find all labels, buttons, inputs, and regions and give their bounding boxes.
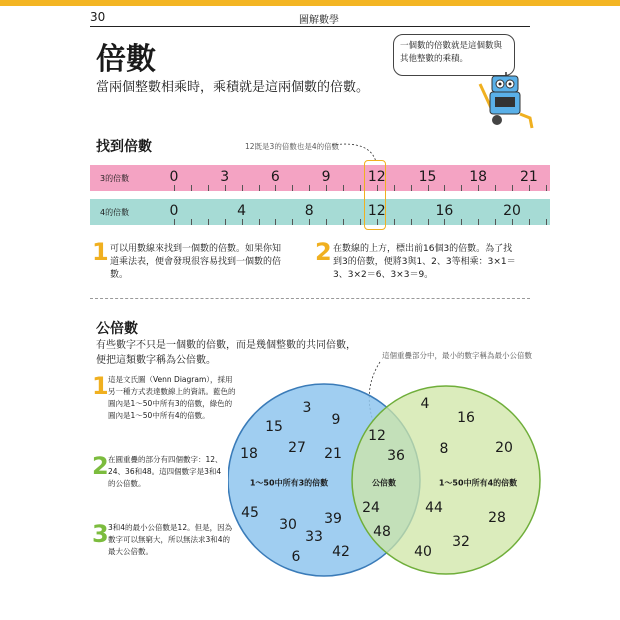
number-line-4-tick: [174, 219, 175, 225]
number-line-3-tick: [259, 185, 260, 191]
number-line-3-label: 3的倍數: [100, 174, 130, 183]
number-line-4-value: 20: [503, 203, 521, 219]
number-line-4-tick: [343, 219, 344, 225]
venn-number-3: 21: [324, 446, 342, 462]
venn-number-3: 9: [331, 412, 341, 428]
book-title: 圖解數學: [299, 15, 339, 26]
number-line-3-value: 0: [169, 169, 179, 185]
step-2-number: 2: [315, 238, 332, 266]
robot-icon: [470, 70, 540, 130]
step-1-text: 可以用數線來找到一個數的倍數。如果你知道乘法表，便會發現很容易找到一個數的倍數。: [110, 244, 282, 280]
multiples-of-4-circle: [352, 386, 540, 574]
number-line-3-tick: [394, 185, 395, 191]
venn-step-2-text: 在圓重疊的部分有四個數字：12、24、36和48。這四個數字是3和4的公倍數。: [108, 455, 223, 488]
number-line-3-tick: [411, 185, 412, 191]
intro-text: 當兩個整數相乘時，乘積就是這兩個數的倍數。: [96, 80, 370, 95]
step-1-number: 1: [92, 238, 109, 266]
venn-step-3-text: 3和4的最小公倍數是12。但是，因為數字可以無窮大，所以無法求3和4的最大公倍數。: [108, 523, 233, 556]
number-line-3-tick: [495, 185, 496, 191]
number-line-3-tick: [208, 185, 209, 191]
number-line-4-tick: [242, 219, 243, 225]
number-line-4-value: 12: [367, 203, 386, 219]
number-line-3-tick: [292, 185, 293, 191]
venn-number-3: 30: [279, 517, 297, 533]
number-line-4-tick: [292, 219, 293, 225]
number-line-3-tick: [343, 185, 344, 191]
number-line-4-value: 4: [237, 203, 247, 219]
number-line-3-tick: [326, 185, 327, 191]
number-line-4-tick: [529, 219, 530, 225]
venn-step-3-number: 3: [92, 520, 109, 548]
number-line-4-tick: [191, 219, 192, 225]
venn-step-2-number: 2: [92, 452, 109, 480]
venn-common-number: 48: [373, 524, 391, 540]
venn-step-1-text: 這是文氏圖（Venn Diagram），採用另一種方式表達數線上的資訊。藍色的圓內是1～50中所有3的倍數，綠色的圓內是1～50中所有4的倍數。: [108, 375, 236, 420]
find-multiples-heading: 找到倍數: [96, 139, 152, 155]
venn-number-3: 18: [240, 446, 258, 462]
number-line-3-tick: [275, 185, 276, 191]
venn-number-3: 6: [291, 549, 301, 565]
number-line-4-tick: [259, 219, 260, 225]
number-line-4-tick: [512, 219, 513, 225]
venn-number-3: 33: [305, 529, 323, 545]
number-line-4-tick: [546, 219, 547, 225]
number-line-3-value: 15: [418, 169, 437, 185]
number-line-3-tick: [174, 185, 175, 191]
number-line-3-tick: [478, 185, 479, 191]
step-2-text: 在數線的上方，標出前16個3的倍數。為了找到3的倍數，便將3與1、2、3等相乘：3×1＝3、3×2＝6、3×3＝9。: [333, 244, 516, 280]
number-line-3-tick: [225, 185, 226, 191]
number-line-3-value: 12: [367, 169, 386, 185]
number-line-3-tick: [444, 185, 445, 191]
number-line-3-value: 21: [519, 169, 538, 185]
number-line-4-tick: [478, 219, 479, 225]
venn-number-4: 28: [488, 510, 506, 526]
number-line-3-tick: [512, 185, 513, 191]
venn-number-3: 3: [302, 400, 312, 416]
number-line-4-tick: [326, 219, 327, 225]
number-line-4-value: 16: [435, 203, 454, 219]
venn-left-label: 1～50中所有3的倍數: [249, 478, 329, 488]
number-line-4-tick: [394, 219, 395, 225]
number-line-4-value: 8: [304, 203, 314, 219]
number-line-4-tick: [444, 219, 445, 225]
venn-number-4: 20: [495, 440, 513, 456]
venn-number-4: 16: [457, 410, 475, 426]
number-line-3-tick: [529, 185, 530, 191]
number-line-3-value: 18: [469, 169, 488, 185]
number-line-4: [90, 199, 550, 225]
venn-number-3: 15: [265, 419, 283, 435]
number-line-4-tick: [208, 219, 209, 225]
number-line-3-tick: [360, 185, 361, 191]
section-divider: [90, 298, 530, 299]
number-line-4-tick: [225, 219, 226, 225]
number-line-3-tick: [191, 185, 192, 191]
common-multiples-heading: 公倍數: [96, 321, 138, 337]
venn-common-number: 12: [368, 428, 386, 444]
venn-number-4: 40: [414, 544, 432, 560]
venn-right-label: 1～50中所有4的倍數: [438, 478, 518, 488]
find-multiples-note: 12既是3的倍數也是4的倍數: [245, 142, 340, 151]
venn-common-number: 36: [387, 448, 405, 464]
number-line-4-tick: [275, 219, 276, 225]
number-line-3-tick: [461, 185, 462, 191]
venn-number-3: 42: [332, 544, 350, 560]
page-number: 30: [90, 10, 106, 24]
venn-number-3: 39: [324, 511, 342, 527]
top-accent-bar: [0, 0, 620, 6]
venn-center-label: 公倍數: [372, 478, 396, 488]
number-line-3-tick: [242, 185, 243, 191]
number-line-4-tick: [360, 219, 361, 225]
page-title: 倍數: [96, 42, 156, 77]
venn-number-4: 4: [420, 396, 430, 412]
number-line-3-tick: [546, 185, 547, 191]
number-line-4-label: 4的倍數: [100, 208, 130, 217]
venn-note: 這個重疊部分中，最小的數字稱為最小公倍數: [382, 351, 532, 360]
venn-step-1-number: 1: [92, 372, 109, 400]
number-line-3-value: 6: [270, 169, 280, 185]
speech-bubble: 一個數的倍數就是這個數與其他整數的乘積。: [393, 34, 515, 76]
venn-number-4: 32: [452, 534, 470, 550]
number-line-4-tick: [461, 219, 462, 225]
venn-common-number: 24: [362, 500, 380, 516]
number-line-4-value: 0: [169, 203, 179, 219]
venn-number-4: 44: [425, 500, 443, 516]
number-line-3-value: 9: [321, 169, 331, 185]
number-line-3-tick: [309, 185, 310, 191]
number-line-4-tick: [495, 219, 496, 225]
number-line-3-value: 3: [220, 169, 230, 185]
number-line-3: [90, 165, 550, 191]
header-rule: [90, 26, 530, 27]
number-line-4-tick: [309, 219, 310, 225]
number-line-3-tick: [428, 185, 429, 191]
common-multiple-highlight: [364, 160, 386, 230]
venn-number-3: 27: [288, 440, 306, 456]
number-line-4-tick: [411, 219, 412, 225]
venn-diagram: [228, 378, 544, 582]
venn-number-3: 45: [241, 505, 259, 521]
common-multiples-intro: 有些數字不只是一個數的倍數，而是幾個整數的共同倍數，便把這類數字稱為公倍數。: [96, 340, 356, 366]
venn-number-4: 8: [439, 441, 449, 457]
number-line-4-tick: [428, 219, 429, 225]
